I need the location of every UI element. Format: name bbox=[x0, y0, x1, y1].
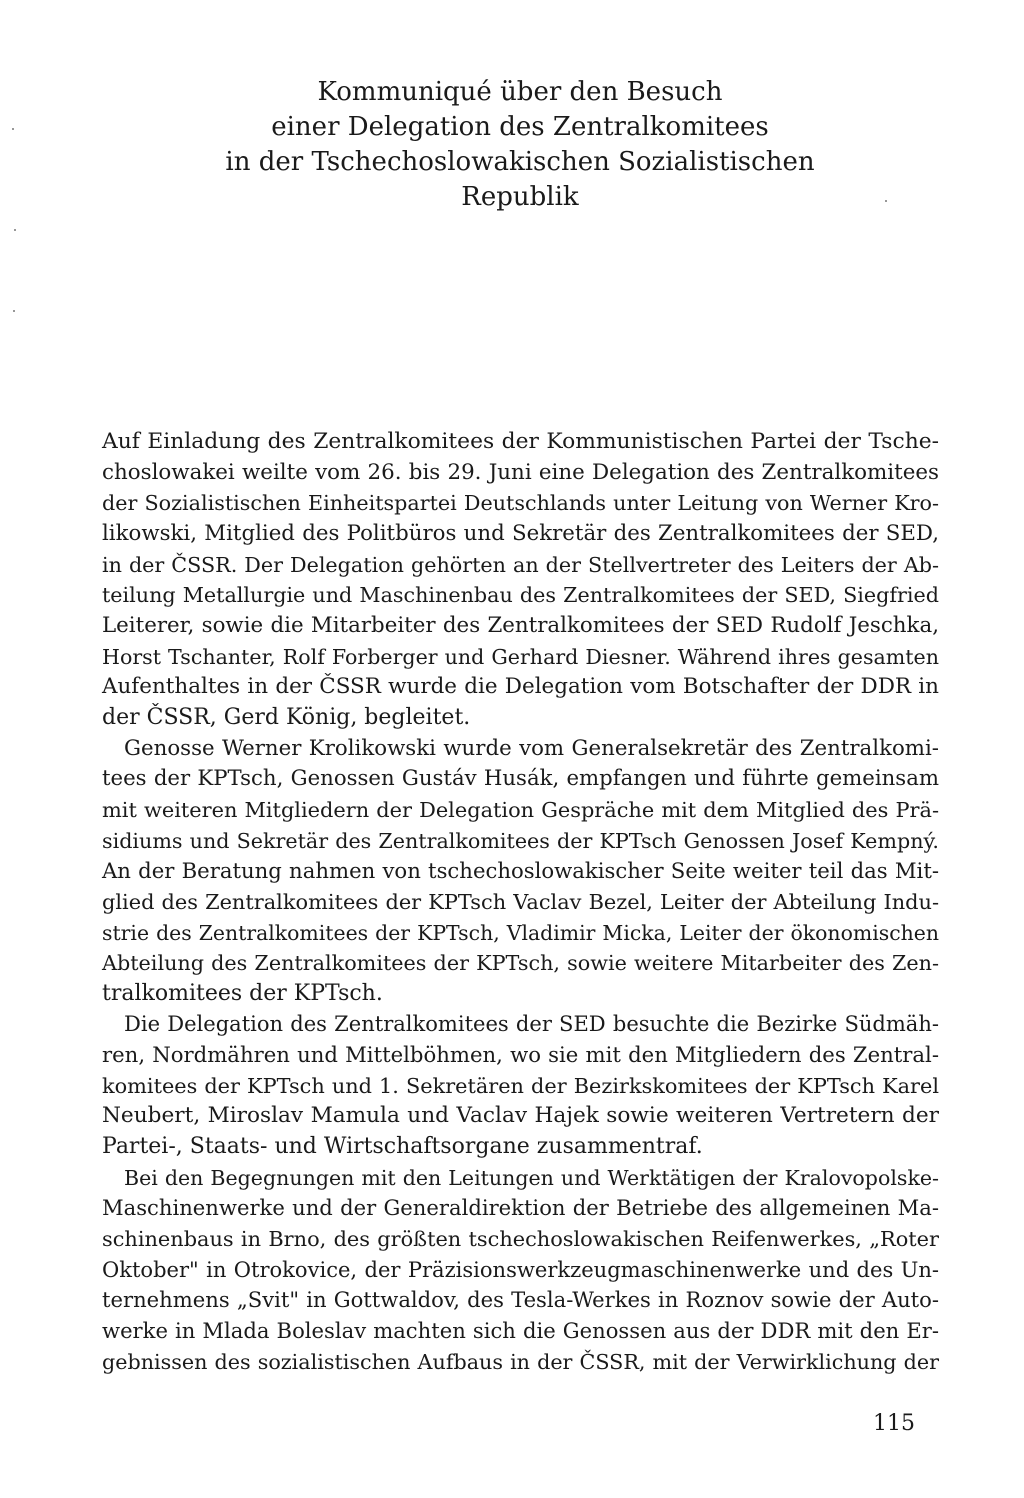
text-line: Leiterer, sowie die Mitarbeiter des Zentralkomitees der SED Rudolf Jeschka, bbox=[102, 612, 939, 638]
text-line: der ČSSR, Gerd König, begleitet. bbox=[102, 704, 471, 730]
text-line: Die Delegation des Zentralkomitees der SED besuchte die Bezirke Südmäh- bbox=[124, 1011, 939, 1037]
title-line: Kommuniqué über den Besuch bbox=[317, 77, 723, 107]
scan-speck bbox=[13, 310, 15, 312]
text-line: schinenbaus in Brno, des größten tschechoslowakischen Reifenwerkes, „Roter bbox=[102, 1227, 939, 1252]
paragraph-talks bbox=[102, 734, 939, 1010]
text-line: tralkomitees der KPTsch. bbox=[102, 980, 383, 1006]
text-line: gebnissen des sozialistischen Aufbaus in der ČSSR, mit der Verwirklichung der bbox=[102, 1349, 939, 1374]
text-line: An der Beratung nahmen von tschechoslowakischer Seite weiter teil das Mit- bbox=[102, 858, 939, 884]
text-line: mit weiteren Mitgliedern der Delegation Gespräche mit dem Mitglied des Prä- bbox=[102, 797, 939, 822]
text-line: tees der KPTsch, Genossen Gustáv Husák, empfangen und führte gemeinsam bbox=[102, 766, 939, 792]
page-number: 115 bbox=[873, 1411, 915, 1436]
text-line: Bei den Begegnungen mit den Leitungen und Werktätigen der Kralovopolske- bbox=[124, 1165, 939, 1190]
paragraph-invitation bbox=[102, 427, 939, 734]
text-line: Genosse Werner Krolikowski wurde vom Generalsekretär des Zentralkomi- bbox=[124, 735, 939, 761]
text-line: teilung Metallurgie und Maschinenbau des Zentralkomitees der SED, Siegfried bbox=[102, 583, 939, 608]
text-line: Neubert, Miroslav Mamula und Vaclav Hajek sowie weiteren Vertretern der bbox=[102, 1103, 939, 1129]
body-text bbox=[102, 427, 939, 1377]
text-line: Horst Tschanter, Rolf Forberger und Gerhard Diesner. Während ihres gesamten bbox=[102, 644, 939, 669]
text-line: Abteilung des Zentralkomitees der KPTsch, sowie weitere Mitarbeiter des Zen- bbox=[102, 951, 939, 976]
text-line: werke in Mlada Boleslav machten sich die Genossen aus der DDR mit den Er- bbox=[102, 1318, 939, 1344]
title-line: Republik bbox=[461, 182, 579, 212]
text-line: Auf Einladung des Zentralkomitees der Kommunistischen Partei der Tsche- bbox=[102, 429, 939, 454]
title-line: einer Delegation des Zentralkomitees bbox=[271, 112, 769, 142]
scan-speck bbox=[885, 200, 887, 202]
text-line: Aufenthaltes in der ČSSR wurde die Delegation vom Botschafter der DDR in bbox=[102, 674, 939, 700]
text-line: sidiums und Sekretär des Zentralkomitees der KPTsch Genossen Josef Kempný. bbox=[102, 828, 939, 853]
text-line: Maschinenwerke und der Generaldirektion der Betriebe des allgemeinen Ma- bbox=[102, 1195, 939, 1221]
text-line: choslowakei weilte vom 26. bis 29. Juni eine Delegation des Zentralkomitees bbox=[102, 459, 939, 485]
document-title bbox=[100, 75, 940, 215]
text-line: Partei-, Staats- und Wirtschaftsorgane zusammentraf. bbox=[102, 1134, 703, 1160]
text-line: strie des Zentralkomitees der KPTsch, Vladimir Micka, Leiter der ökonomischen bbox=[102, 920, 939, 945]
paragraph-encounters bbox=[102, 1163, 939, 1378]
text-line: komitees der KPTsch und 1. Sekretären der Bezirkskomitees der KPTsch Karel bbox=[102, 1073, 939, 1098]
text-line: Oktober" in Otrokovice, der Präzisionswerkzeugmaschinenwerke und des Un- bbox=[102, 1256, 939, 1282]
scan-speck bbox=[12, 128, 14, 130]
text-line: in der ČSSR. Der Delegation gehörten an der Stellvertreter des Leiters der Ab- bbox=[102, 552, 939, 577]
text-line: ternehmens „Svit" in Gottwaldov, des Tesla-Werkes in Roznov sowie der Auto- bbox=[102, 1287, 939, 1313]
scan-speck bbox=[14, 229, 16, 231]
text-line: likowski, Mitglied des Politbüros und Sekretär des Zentralkomitees der SED, bbox=[102, 520, 939, 546]
text-line: glied des Zentralkomitees der KPTsch Vaclav Bezel, Leiter der Abteilung Indu- bbox=[102, 889, 939, 914]
title-line: in der Tschechoslowakischen Sozialistischen bbox=[225, 147, 815, 177]
paragraph-visits bbox=[102, 1009, 939, 1162]
text-line: der Sozialistischen Einheitspartei Deutschlands unter Leitung von Werner Kro- bbox=[102, 491, 939, 516]
text-line: ren, Nordmähren und Mittelböhmen, wo sie mit den Mitgliedern des Zentral- bbox=[102, 1042, 939, 1068]
